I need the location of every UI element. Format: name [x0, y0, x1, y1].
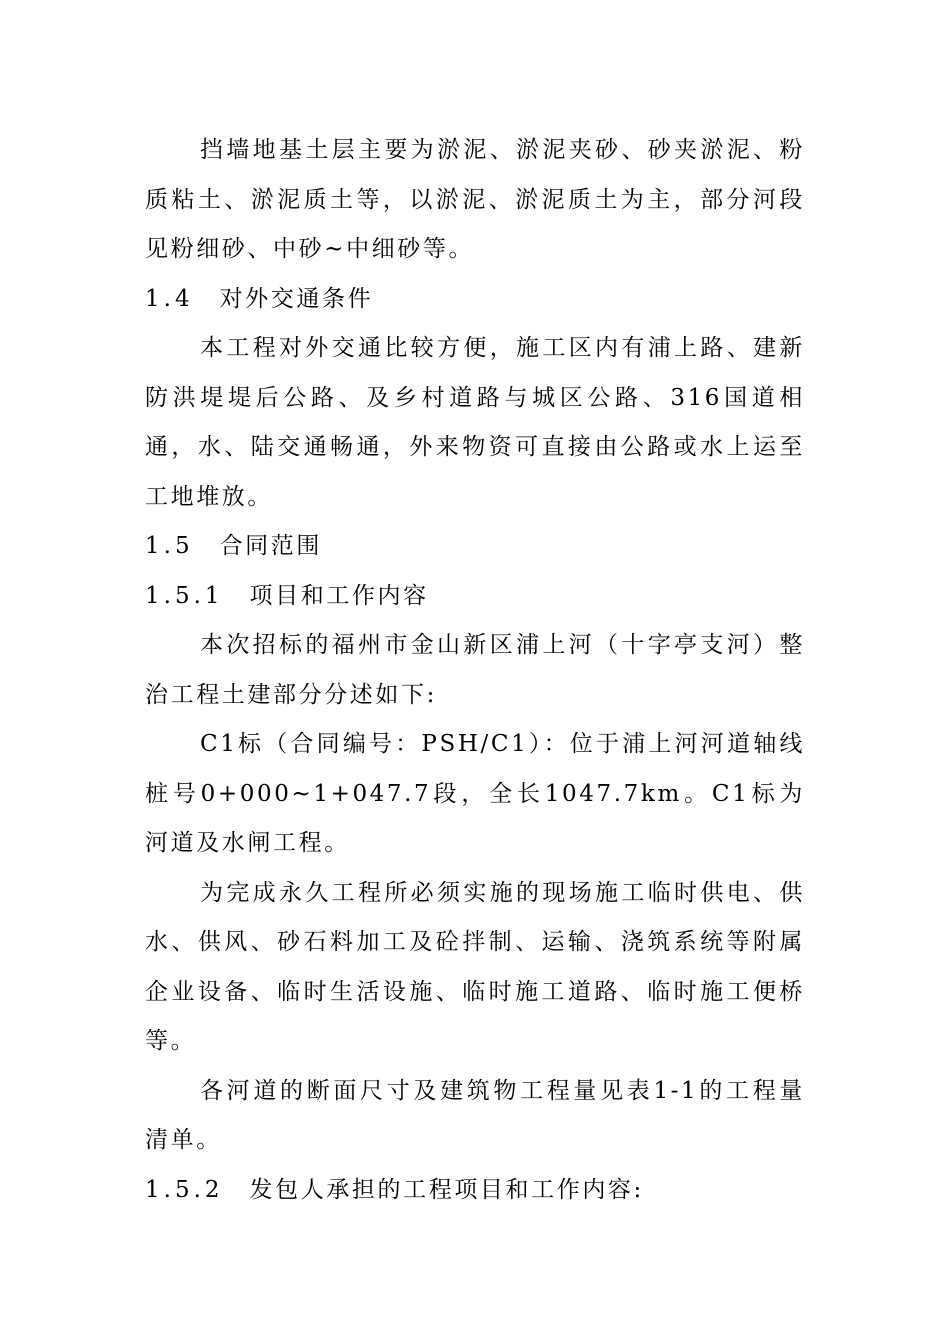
section-number: 1.5.2 — [145, 1176, 224, 1203]
section-title: 项目和工作内容 — [249, 582, 429, 609]
section-heading-1-4 — [145, 275, 805, 325]
section-heading-1-5-2 — [145, 1166, 805, 1216]
paragraph-external-traffic: 本工程对外交通比较方便，施工区内有浦上路、建新防洪堤堤后公路、及乡村道路与城区公路、316国道相通，水、陆交通畅通，外来物资可直接由公路或水上运至工地堆放。 — [145, 335, 805, 510]
section-number: 1.4 — [145, 285, 194, 312]
section-heading-1-5-1 — [145, 572, 805, 622]
section-title: 合同范围 — [219, 533, 322, 559]
section-heading-1-5 — [145, 522, 805, 572]
paragraph-c1-section: C1标（合同编号：PSH/C1）：位于浦上河河道轴线桩号0+000~1+047.7段，全长1047.7km。C1标为河道及水闸工程。 — [145, 731, 805, 856]
section-number: 1.5 — [145, 533, 194, 559]
document-body — [145, 126, 805, 1215]
paragraph-quantities: 各河道的断面尺寸及建筑物工程量见表1-1的工程量清单。 — [145, 1077, 805, 1153]
paragraph-foundation-soil: 挡墙地基土层主要为淤泥、淤泥夹砂、砂夹淤泥、粉质粘土、淤泥质土等，以淤泥、淤泥质土为主，部分河段见粉细砂、中砂~中细砂等。 — [145, 137, 805, 262]
section-title: 对外交通条件 — [219, 285, 374, 312]
section-title: 发包人承担的工程项目和工作内容: — [249, 1176, 644, 1203]
paragraph-tender-description: 本次招标的福州市金山新区浦上河（十字亭支河）整治工程土建部分分述如下: — [145, 632, 805, 708]
paragraph-temporary-works: 为完成永久工程所必须实施的现场施工临时供电、供水、供风、砂石料加工及砼拌制、运输、浇筑系统等附属企业设备、临时生活设施、临时施工道路、临时施工便桥等。 — [145, 879, 805, 1054]
section-number: 1.5.1 — [145, 582, 224, 609]
